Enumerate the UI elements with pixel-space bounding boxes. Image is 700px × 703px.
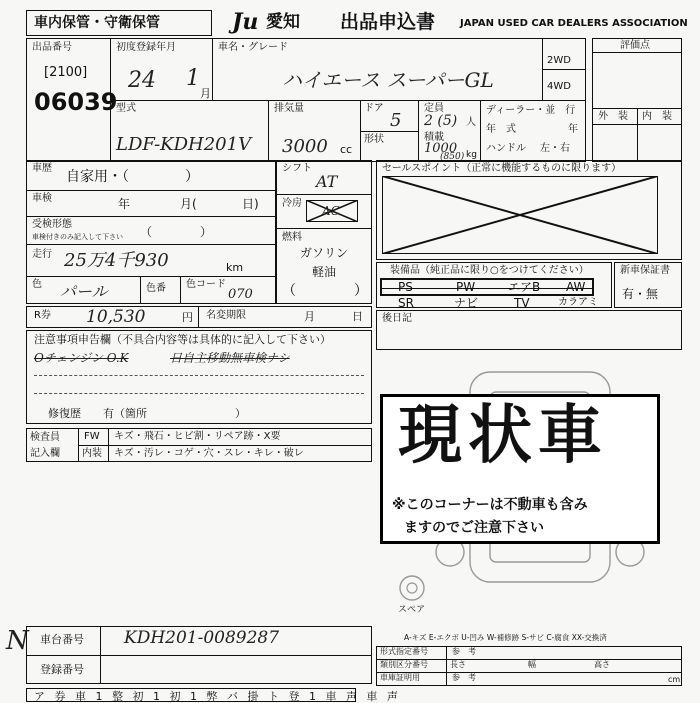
recycle-value: 10,530 (86, 307, 146, 327)
doors-value: 5 (390, 110, 402, 131)
color-label: 色 (32, 279, 42, 290)
designation-label1: 形式指定番号 (380, 647, 428, 656)
equip-pw: PW (456, 280, 476, 294)
dealer-line3-value: 左・右 (540, 143, 570, 154)
model-label: 型式 (116, 103, 136, 114)
inspector-fw-label: FW (84, 431, 100, 442)
later-input-label: 後日記 (382, 313, 412, 324)
recycle-label: R券 (34, 310, 51, 321)
received-note: 車検付きのみ記入して下さい (32, 233, 123, 241)
doc-title: 出品申込書 (340, 11, 436, 33)
capacity-unit: 人 (466, 117, 476, 128)
reg-no-label: 登録番号 (40, 663, 84, 676)
equip-aw: AW (566, 280, 586, 294)
designation-cm: cm (668, 675, 681, 684)
equip-tv: TV (514, 296, 530, 310)
equipment-label: 装備品（純正品に限り○をつけてください） (390, 265, 589, 276)
car-name-label: 車名・グレード (218, 42, 288, 53)
notes-label: 注意事項申告欄（不具合内容等は具体的に記入して下さい） (34, 333, 331, 346)
designation-label3: 車庫証明用 (380, 673, 420, 682)
car-name-value: ハイエース スーパーGL (282, 68, 494, 92)
storage-label: 車内保管・守衛保管 (34, 15, 160, 31)
registration-year: 24 (128, 68, 156, 93)
doors-label: ドア (364, 103, 384, 114)
lot-number: 06039 (34, 88, 118, 116)
equip-ps: PS (398, 280, 413, 294)
fuel-label: 燃料 (282, 232, 302, 243)
shift-value: AT (316, 172, 338, 191)
color-code-label: 色コード (186, 279, 226, 290)
sales-point-cross-icon (382, 176, 658, 254)
notes-line1: Oチェンジン O.K (34, 351, 129, 365)
color-code-value: 070 (228, 287, 253, 302)
load-sub: (850) (440, 152, 465, 162)
chassis-label: 車台番号 (40, 633, 84, 646)
inspection-day: 日) (242, 197, 259, 211)
equip-sr: SR (398, 296, 414, 310)
history-value: 自家用・（ ） (66, 169, 199, 185)
inspector-interior-text: キズ・汚レ・コゲ・穴・スレ・キレ・破レ (114, 448, 304, 459)
model-value: LDF-KDH201V (116, 134, 252, 155)
interior-label: 内 装 (642, 111, 672, 122)
capacity-value: 2 (5) (424, 113, 458, 129)
lot-label: 出品番号 (32, 42, 72, 53)
doc-subtitle: JAPAN USED CAR DEALERS ASSOCIATION (460, 18, 688, 29)
dealer-line2-unit: 年 (568, 124, 578, 135)
exterior-label: 外 装 (598, 111, 628, 122)
inspection-month: 月( (180, 197, 197, 211)
designation-width: 幅 (528, 660, 536, 669)
fuel-diesel: 軽油 (312, 265, 337, 279)
drive-4wd: 4WD (547, 81, 571, 92)
spare-tire-icon (398, 574, 426, 602)
equip-color-ami: カラアミ (558, 297, 598, 308)
inspection-label: 車検 (32, 193, 52, 204)
footer-text: ア 券 車 1 整 初 1 初 1 弊 バ 掛 ト 登 1 車 声 車 声 (34, 690, 401, 703)
warranty-label: 新車保証書 (620, 265, 670, 276)
dealer-line2: 年 式 (486, 124, 516, 135)
name-change-month: 月 (304, 310, 315, 323)
damage-legend: A-キズ E-エクボ U-凹み W-補修跡 S-サビ C-腐食 XX-交換済 (404, 633, 607, 642)
notes-repair: 修復歴 有（箇所 ） (48, 407, 246, 420)
received-label: 受検形態 (32, 219, 72, 230)
fuel-paren-open: （ (282, 283, 296, 299)
fuel-gasoline: ガソリン (300, 246, 349, 260)
designation-length: 長さ (450, 660, 466, 669)
registration-month-unit: 月 (200, 87, 211, 100)
equip-navi: ナビ (454, 296, 479, 310)
designation-height: 高さ (594, 660, 610, 669)
chassis-mark: N (6, 626, 29, 656)
load-label: 積載 (424, 132, 444, 143)
spare-label: スペア (398, 605, 426, 615)
received-paren: （ ） (140, 225, 213, 239)
drive-2wd: 2WD (547, 55, 571, 66)
registration-month: 1 (186, 66, 200, 91)
displacement-unit: cc (340, 143, 353, 156)
org-name: 愛知 (266, 12, 300, 32)
aircon-label: 冷房 (282, 198, 302, 209)
inspector-fw-text: キズ・飛石・ヒビ割・リペア跡・X要 (114, 431, 281, 442)
fuel-paren-close: ） (354, 283, 368, 299)
capacity-label: 定員 (424, 103, 444, 114)
mileage-label: 走行 (32, 249, 52, 260)
mileage-value: 25万4千930 (64, 250, 169, 271)
dealer-line3: ハンドル (486, 143, 526, 154)
displacement-value: 3000 (282, 136, 328, 157)
stamp-line2: ますのでご注意下さい (404, 520, 544, 536)
shift-label: シフト (282, 163, 312, 174)
name-change-label: 名変期限 (206, 310, 246, 321)
inspection-year: 年 (118, 197, 131, 211)
equip-airbag: エアB (508, 280, 541, 294)
inspector-label-1: 検査員 (30, 432, 60, 443)
load-unit: kg (466, 150, 477, 160)
evaluation-label: 評価点 (620, 40, 650, 51)
lot-code: [2100] (44, 65, 88, 80)
color-value: パール (60, 282, 108, 301)
stamp-big: 現状車 (398, 399, 608, 473)
later-input-box (376, 310, 682, 350)
inspector-interior-label: 内装 (82, 448, 102, 459)
displacement-label: 排気量 (274, 103, 304, 114)
registration-label: 初度登録年月 (116, 42, 176, 53)
name-change-day: 日 (352, 310, 363, 323)
designation-label1b: 参 考 (452, 647, 476, 656)
designation-label2: 類別区分番号 (380, 660, 428, 669)
inspector-label-2: 記入欄 (30, 448, 60, 459)
dealer-line1: ディーラー・並 行 (486, 105, 576, 116)
warranty-value: 有・無 (622, 287, 659, 301)
color-number-label: 色番 (146, 283, 166, 294)
recycle-unit: 円 (182, 311, 193, 324)
aircon-value: AC (322, 204, 340, 218)
logo-mark: Ju (232, 9, 259, 35)
mileage-unit: km (226, 261, 244, 274)
recycle-box (26, 306, 372, 328)
designation-ref: 参 考 (452, 673, 476, 682)
sales-point-label: セールスポイント（正常に機能するものに限ります） (382, 163, 622, 174)
notes-line2: 日自主移動無車検ナシ (170, 351, 290, 365)
history-label: 車歴 (32, 163, 52, 174)
chassis-value: KDH201-0089287 (124, 628, 280, 648)
form-label: 形状 (364, 134, 384, 145)
stamp-line1: ※このコーナーは不動車も含み (392, 497, 588, 513)
load-value: 1000 (424, 141, 458, 156)
